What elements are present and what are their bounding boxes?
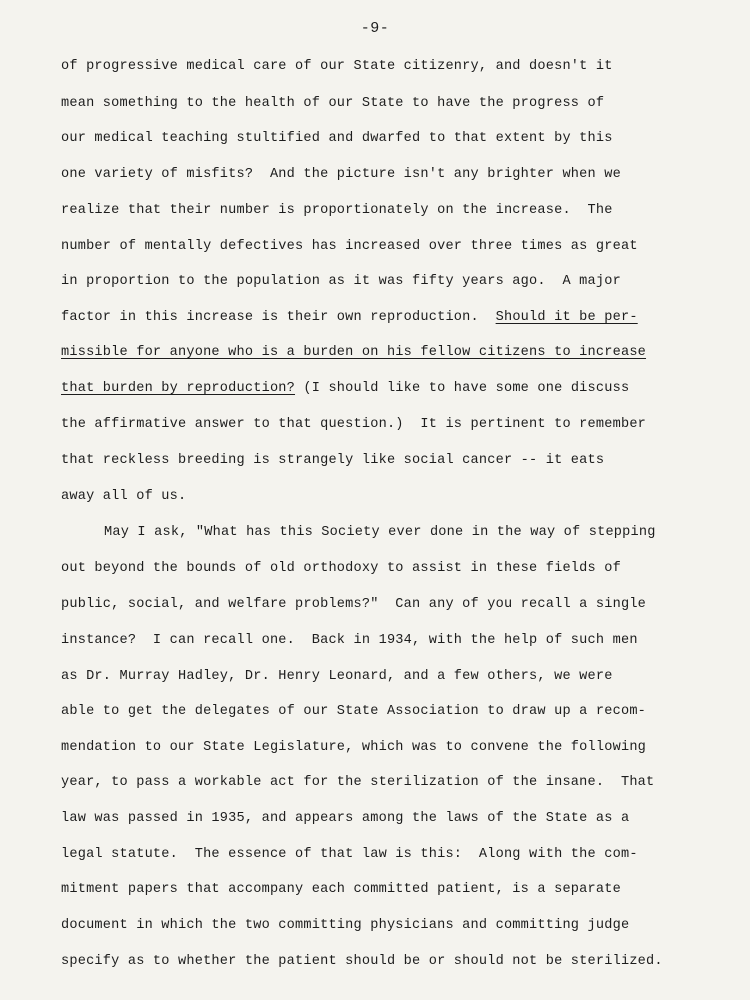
line-text: one variety of misfits? And the picture isn't any brighter when we (61, 167, 621, 182)
text-line (61, 701, 646, 723)
text-line (61, 808, 629, 830)
text-line (61, 450, 604, 472)
underlined-text: missible for anyone who is a burden on his fellow citizens to increase (61, 345, 647, 360)
text-line (61, 915, 629, 937)
text-line (104, 522, 656, 544)
text-line (61, 414, 646, 436)
text-line (61, 378, 629, 400)
text-line (61, 951, 663, 973)
text-line (61, 879, 621, 901)
text-line (61, 128, 613, 150)
line-text: realize that their number is proportionately on the increase. The (61, 203, 613, 218)
line-text: mean something to the health of our State to have the progress of (61, 96, 605, 111)
text-line (61, 342, 646, 364)
line-text: our medical teaching stultified and dwarfed to that extent by this (61, 131, 613, 146)
line-text: in proportion to the population as it was fifty years ago. A major (61, 274, 621, 289)
line-text: the affirmative answer to that question.) It is pertinent to remember (61, 417, 647, 432)
text-line (61, 271, 621, 293)
text-line (61, 56, 613, 78)
text-line (61, 737, 646, 759)
line-text: of progressive medical care of our State citizenry, and doesn't it (61, 59, 613, 74)
text-line (61, 558, 621, 580)
line-text: mendation to our State Legislature, which was to convene the following (61, 740, 647, 755)
line-text: (I should like to have some one discuss (295, 381, 630, 396)
line-text: instance? I can recall one. Back in 1934, with the help of such men (61, 633, 638, 648)
line-text: out beyond the bounds of old orthodoxy to assist in these fields of (61, 561, 621, 576)
text-line (61, 307, 638, 329)
text-line (61, 164, 621, 186)
text-line (61, 594, 646, 616)
line-text: year, to pass a workable act for the sterilization of the insane. That (61, 775, 655, 790)
line-text: specify as to whether the patient should be or should not be sterilized. (61, 954, 663, 969)
line-text: number of mentally defectives has increased over three times as great (61, 239, 638, 254)
line-text: that reckless breeding is strangely like social cancer -- it eats (61, 453, 605, 468)
line-text: away all of us. (61, 489, 187, 504)
text-line (61, 630, 638, 652)
underlined-text: Should it be per- (495, 310, 638, 325)
text-line (61, 93, 604, 115)
text-line (61, 200, 613, 222)
text-line (61, 236, 638, 258)
line-text: factor in this increase is their own reproduction. (61, 310, 496, 325)
text-line (61, 486, 186, 508)
line-text: May I ask, "What has this Society ever done in the way of stepping (104, 525, 656, 540)
line-text: as Dr. Murray Hadley, Dr. Henry Leonard, and a few others, we were (61, 669, 613, 684)
text-line (61, 772, 654, 794)
line-text: legal statute. The essence of that law is this: Along with the com- (61, 847, 638, 862)
line-text: mitment papers that accompany each committed patient, is a separate (61, 882, 621, 897)
text-line (61, 844, 638, 866)
text-line (61, 666, 613, 688)
underlined-text: that burden by reproduction? (61, 381, 296, 396)
line-text: document in which the two committing physicians and committing judge (61, 918, 630, 933)
line-text: able to get the delegates of our State Association to draw up a recom- (61, 704, 647, 719)
page-number: -9- (360, 20, 390, 37)
line-text: law was passed in 1935, and appears among the laws of the State as a (61, 811, 630, 826)
line-text: public, social, and welfare problems?" Can any of you recall a single (61, 597, 647, 612)
